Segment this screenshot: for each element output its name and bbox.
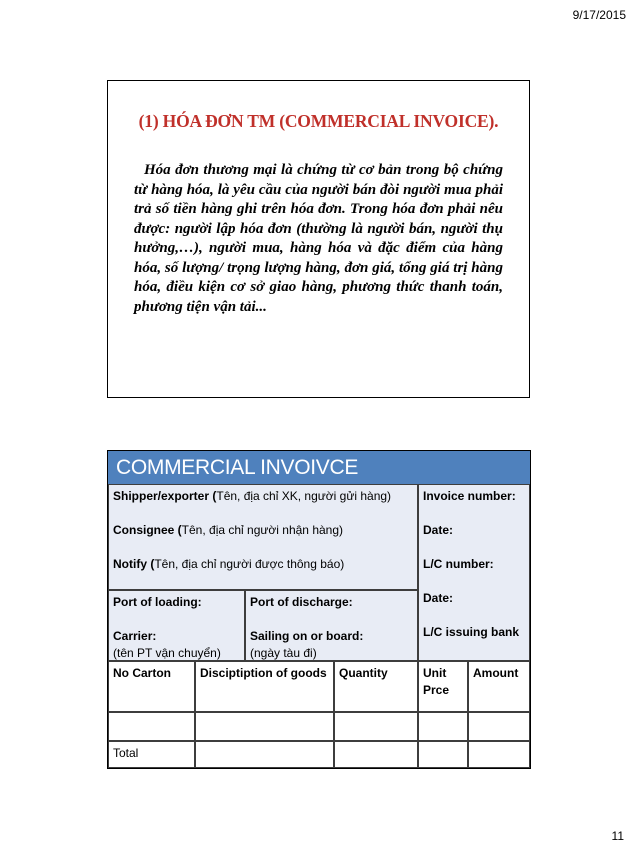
col-header-quantity: Quantity	[334, 661, 418, 712]
consignee-line: Consignee (Tên, địa chỉ người nhận hàng)	[113, 523, 344, 537]
col-header-amount: Amount	[468, 661, 530, 712]
sailing-label: Sailing on or board:	[250, 629, 364, 643]
col-header-description: Disciptiption of goods	[195, 661, 334, 712]
carrier-desc: (tên PT vận chuyển)	[113, 646, 221, 660]
port-discharge-cell	[245, 590, 418, 661]
page-number: 11	[611, 829, 624, 843]
invoice-info-cell	[418, 484, 530, 661]
table-cell	[468, 712, 530, 741]
port-loading-cell	[108, 590, 245, 661]
lc-number-label: L/C number:	[423, 557, 494, 571]
sailing-desc: (ngày tàu đi)	[250, 646, 317, 660]
lc-issuing-bank-label: L/C issuing bank	[423, 625, 520, 639]
table-cell	[468, 741, 530, 768]
shipper-line: Shipper/exporter (Tên, địa chỉ XK, người gửi hàng)	[113, 489, 392, 503]
carrier-label: Carrier:	[113, 629, 157, 643]
slide-title: (1) HÓA ĐƠN TM (COMMERCIAL INVOICE).	[138, 111, 499, 131]
slide-body-text: Hóa đơn thương mại là chứng từ cơ bản trong bộ chứng từ hàng hóa, là yêu cầu của người bán đòi người mua phải trả số tiền hàng ghi trên hóa đơn. Trong hóa đơn phải nêu được: người lập hóa đơn (thường là người bán, người thụ hưởng,…), người mua, hàng hóa và đặc điểm của hàng hóa, số lượng/ trọng lượng hàng, đơn giá, tổng giá trị hàng hóa, điều kiện cơ sở giao hàng, phương thức thanh toán, phương tiện vận tải...	[134, 162, 503, 315]
slide-invoice-template	[107, 450, 531, 769]
table-cell	[334, 712, 418, 741]
col-header-unit-price: Unit Prce	[418, 661, 468, 712]
date-label: Date:	[423, 523, 454, 537]
slide-commercial-invoice-definition	[107, 80, 530, 398]
invoice-title-bar: COMMERCIAL INVOIVCE	[108, 451, 530, 484]
parties-cell	[108, 484, 418, 590]
table-cell	[418, 712, 468, 741]
port-discharge-label: Port of discharge:	[250, 595, 353, 609]
table-cell	[108, 712, 195, 741]
col-header-no-carton: No Carton	[108, 661, 195, 712]
table-cell	[418, 741, 468, 768]
print-date: 9/17/2015	[572, 8, 626, 22]
table-cell	[195, 712, 334, 741]
notify-line: Notify (Tên, địa chỉ người được thông báo)	[113, 557, 345, 571]
table-cell	[195, 741, 334, 768]
table-cell	[334, 741, 418, 768]
invoice-number-label: Invoice number:	[423, 489, 516, 503]
total-label: Total	[108, 741, 195, 768]
lc-date-label: Date:	[423, 591, 454, 605]
port-loading-label: Port of loading:	[113, 595, 202, 609]
